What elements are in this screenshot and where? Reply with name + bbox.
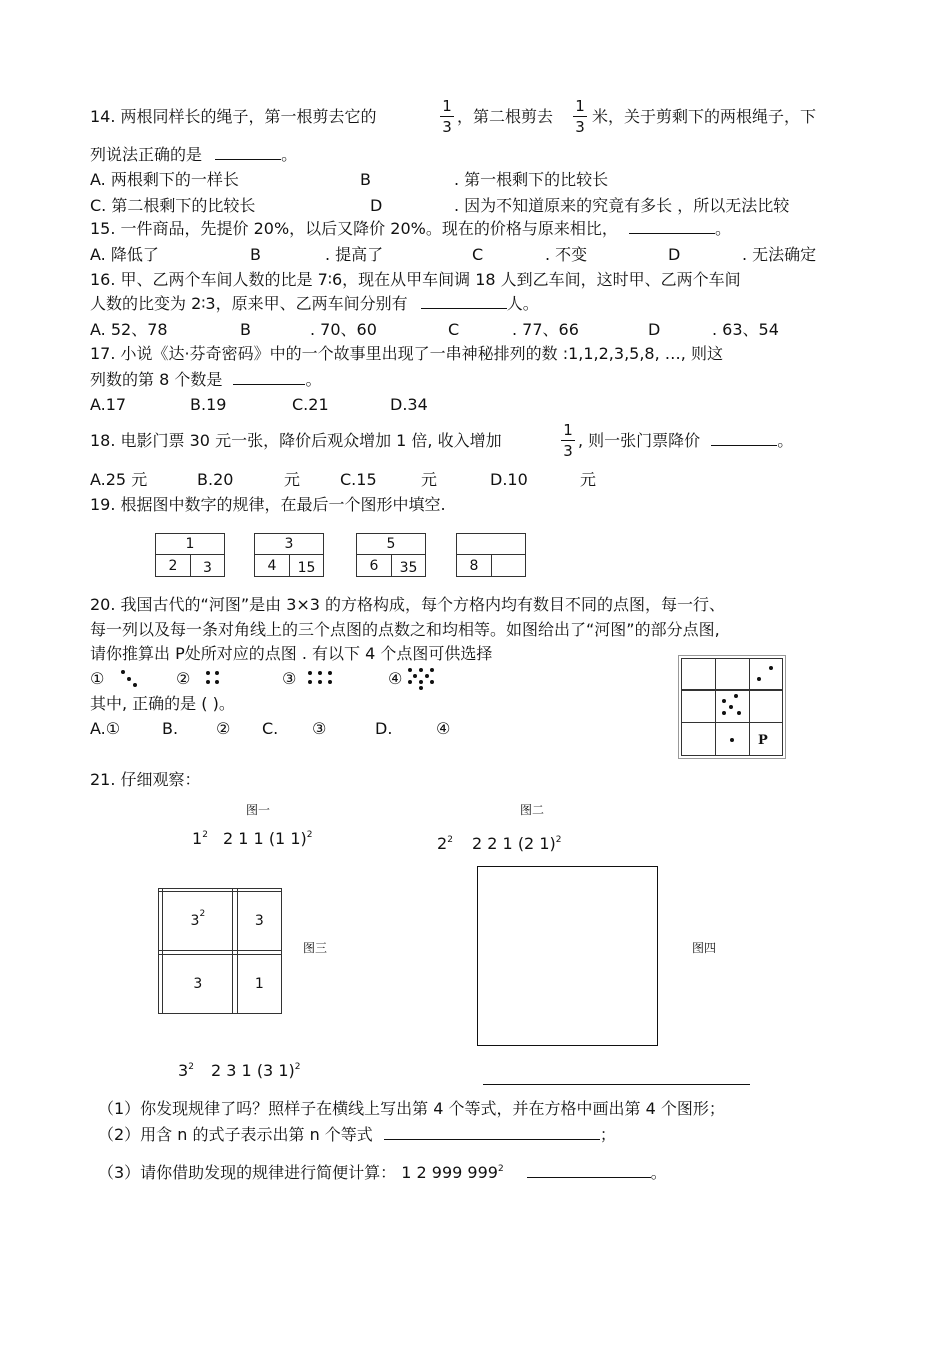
dot-pattern-3-icon — [118, 667, 140, 689]
q20-choice-4-mark: ④ — [388, 669, 403, 688]
q18-option-b-unit: 元 — [284, 470, 301, 489]
q14-line1c: 米，关于剪剩下的两根绳子，下 — [592, 107, 817, 126]
q19-box-2-left: 4 — [254, 554, 290, 577]
q14-line2 — [90, 145, 297, 165]
q17-line1: 17. 小说《达·芬奇密码》中的一个故事里出现了一串神秘排列的数 :1,1,2,3,5,8, …, 则这 — [90, 344, 723, 363]
q19-box-3-top: 5 — [356, 533, 426, 555]
q20-option-d: D. — [375, 719, 393, 738]
q20-choice-3-mark: ③ — [282, 669, 297, 688]
q19-box-1-right: 3 — [190, 554, 225, 577]
q14-answer-blank[interactable] — [215, 159, 281, 160]
q14-option-d-letter: D — [370, 196, 383, 215]
q14-frac2-den: 3 — [575, 118, 585, 136]
q19-box-3-right: 35 — [391, 554, 426, 577]
grid-cell-3: 3 — [237, 892, 281, 951]
q19-box-3-left: 6 — [356, 554, 392, 577]
q21-eq1-exp: 2 — [202, 830, 208, 840]
q21-eq1 — [192, 829, 312, 849]
q14-option-c: C. 第二根剩下的比较长 — [90, 196, 256, 215]
q15-option-c-text: . 不变 — [545, 245, 588, 264]
q20-choice-2-mark: ② — [176, 669, 191, 688]
q15-option-d-letter: D — [668, 245, 681, 264]
q15-option-b-letter: B — [250, 245, 261, 264]
q16-line2-text: 人数的比变为 2∶3，原来甲、乙两车间分别有 — [90, 294, 408, 313]
q15-line-end: 。 — [714, 219, 731, 238]
q16-option-c-text: . 77、66 — [512, 320, 579, 339]
q21-eq3-exp2: 2 — [294, 1062, 301, 1072]
q18-answer-blank[interactable] — [711, 445, 777, 446]
q16-line1: 16. 甲、乙两个车间人数的比是 7∶6，现在从甲车间调 18 人到乙车间，这时甲、乙两个车间 — [90, 270, 741, 289]
q17-option-c: C.21 — [292, 395, 329, 414]
q16-option-b-text: . 70、60 — [310, 320, 377, 339]
grid-cell-1: 1 — [237, 954, 281, 1013]
q14-frac2-num: 1 — [575, 97, 585, 115]
q21-eq2-exp2: 2 — [555, 835, 562, 845]
q21-part2-text: （2）用含 n 的式子表示出第 n 个等式 — [98, 1125, 373, 1144]
q21-part2-blank[interactable] — [384, 1139, 600, 1140]
q16-answer-blank[interactable] — [421, 308, 507, 309]
q20-line1: 20. 我国古代的“河图”是由 3×3 的方格构成，每个方格内均有数目不同的点图，每一行、 — [90, 595, 726, 614]
q14-option-b-letter: B — [360, 170, 371, 189]
q18-option-d: D.10 — [490, 470, 528, 489]
fig4-square[interactable] — [477, 866, 658, 1046]
q14-option-a: A. 两根剩下的一样长 — [90, 170, 239, 189]
q19-line: 19. 根据图中数字的规律，在最后一个图形中填空. — [90, 495, 446, 514]
q17-line2-end: 。 — [305, 370, 322, 389]
q19-box-1-top: 1 — [155, 533, 225, 555]
fig4-label: 图四 — [692, 941, 717, 955]
q21-eq3-exp: 2 — [188, 1062, 194, 1072]
fig3-label: 图三 — [303, 941, 328, 955]
q15-option-b-text: . 提高了 — [325, 245, 384, 264]
q16-line2-end: 人。 — [506, 294, 539, 313]
q18-option-a: A.25 元 — [90, 470, 148, 489]
q21-eq2-exp: 2 — [447, 835, 453, 845]
q14-option-b-text: . 第一根剩下的比较长 — [454, 170, 609, 189]
q21-part3-blank[interactable] — [527, 1177, 651, 1178]
q21-title: 21. 仔细观察： — [90, 770, 201, 789]
q21-eq1-exp2: 2 — [306, 830, 313, 840]
q21-eq3 — [178, 1061, 300, 1081]
q19-box-1-left: 2 — [155, 554, 191, 577]
q19-box-3 — [356, 533, 426, 577]
q18-option-b: B.20 — [197, 470, 234, 489]
q21-part1: （1）你发现规律了吗？照样子在横线上写出第 4 个等式，并在方格中画出第 4 个图形； — [98, 1099, 725, 1118]
q16-option-d-text: . 63、54 — [712, 320, 779, 339]
fig2-label: 图二 — [520, 803, 545, 817]
q18-line-end: 。 — [777, 431, 794, 450]
fig3-grid — [158, 888, 282, 1014]
q17-answer-blank[interactable] — [233, 384, 305, 385]
q15-answer-blank[interactable] — [629, 233, 715, 234]
hetu-p-label: P — [758, 733, 768, 748]
q16-option-d-letter: D — [648, 320, 661, 339]
dot-pattern-9-icon — [406, 666, 438, 692]
q21-part3-exp: 2 — [497, 1164, 504, 1174]
q19-box-4-right[interactable] — [491, 554, 526, 577]
q20-choice-1-mark: ① — [90, 669, 105, 688]
hetu-grid — [678, 655, 786, 759]
q20-option-d-mark: ④ — [436, 719, 451, 738]
q21-eq1-rest: 2 1 1 (1 1) — [223, 829, 307, 848]
q17-option-a: A.17 — [90, 395, 127, 414]
grid-cell-3sq-exp: 2 — [199, 909, 206, 920]
grid-cell-3sq-base: 3 — [190, 913, 200, 930]
q14-fraction-1 — [440, 97, 454, 136]
q20-line5: 其中, 正确的是 ( )。 — [90, 694, 235, 713]
q15-option-d-text: . 无法确定 — [742, 245, 817, 264]
q21-eq2-rest: 2 2 1 (2 1) — [472, 834, 556, 853]
q14-frac-num: 1 — [442, 97, 452, 115]
q16-option-c-letter: C — [448, 320, 460, 339]
q20-option-a: A.① — [90, 719, 121, 738]
q19-box-2 — [254, 533, 324, 577]
q14-line2-end: 。 — [281, 145, 298, 164]
q18-frac-num: 1 — [563, 421, 573, 439]
q14-line2-text: 列说法正确的是 — [90, 145, 203, 164]
grid-cell-3sq — [163, 892, 233, 951]
q16-line2 — [90, 294, 539, 314]
q18-line-b-text: , 则一张门票降价 — [578, 431, 701, 450]
grid-cell-3b: 3 — [163, 954, 233, 1013]
q18-frac-den: 3 — [563, 442, 573, 460]
q21-eq2-base: 2 — [437, 834, 448, 853]
q19-box-1 — [155, 533, 225, 577]
q21-part2-end: ； — [599, 1125, 616, 1144]
q20-line2: 每一列以及每一条对角线上的三个点图的点数之和均相等。如图给出了“河图”的部分点图, — [90, 620, 720, 639]
q15-line — [90, 219, 731, 239]
q21-eq3-rest: 2 3 1 (3 1) — [211, 1061, 295, 1080]
q15-line-text: 15. 一件商品，先提价 20%，以后又降价 20%。现在的价格与原来相比， — [90, 219, 618, 238]
q15-option-c-letter: C — [472, 245, 484, 264]
fig1-label: 图一 — [246, 803, 271, 817]
q18-option-d-unit: 元 — [580, 470, 597, 489]
q20-option-b: B. — [162, 719, 179, 738]
q19-box-4 — [456, 533, 526, 577]
q14-line1b: ，第二根剪去 — [457, 107, 554, 126]
q21-eq1-base: 1 — [192, 829, 203, 848]
q18-option-c-unit: 元 — [421, 470, 438, 489]
q20-option-c-mark: ③ — [312, 719, 327, 738]
q18-option-c: C.15 — [340, 470, 377, 489]
q20-line3: 请你推算出 P处所对应的点图 . 有以下 4 个点图可供选择 — [90, 644, 493, 663]
q21-part3-end: 。 — [650, 1163, 667, 1182]
q19-box-2-right: 15 — [289, 554, 324, 577]
q18-line-a: 18. 电影门票 30 元一张，降价后观众增加 1 倍, 收入增加 — [90, 431, 502, 450]
dot-pattern-4-icon — [203, 667, 225, 689]
q19-box-2-top: 3 — [254, 533, 324, 555]
q20-option-c: C. — [262, 719, 279, 738]
q17-line2 — [90, 370, 321, 390]
q17-option-d: D.34 — [390, 395, 428, 414]
q21-eq3-base: 3 — [178, 1061, 189, 1080]
q17-option-b: B.19 — [190, 395, 227, 414]
q15-option-a: A. 降低了 — [90, 245, 159, 264]
dot-pattern-6-icon — [305, 667, 341, 689]
q14-fraction-2 — [573, 97, 587, 136]
q14-frac-den: 3 — [442, 118, 452, 136]
q16-option-b-letter: B — [240, 320, 251, 339]
q21-part3 — [98, 1163, 667, 1183]
q21-eq4-blank[interactable] — [483, 1084, 750, 1085]
q20-option-b-mark: ② — [216, 719, 231, 738]
q19-box-4-left: 8 — [456, 554, 492, 577]
q19-box-4-top[interactable] — [456, 533, 526, 555]
q21-part2 — [98, 1125, 616, 1145]
q16-option-a: A. 52、78 — [90, 320, 168, 339]
q18-fraction — [561, 421, 575, 460]
q21-eq2 — [437, 834, 561, 854]
q18-line-b — [578, 431, 793, 451]
q14-line1a: 14. 两根同样长的绳子，第一根剪去它的 — [90, 107, 377, 126]
q14-option-d-text: . 因为不知道原来的究竟有多长 ，所以无法比较 — [454, 196, 790, 215]
q21-part3-text: （3）请你借助发现的规律进行简便计算： 1 2 999 999 — [98, 1163, 498, 1182]
q17-line2-text: 列数的第 8 个数是 — [90, 370, 223, 389]
